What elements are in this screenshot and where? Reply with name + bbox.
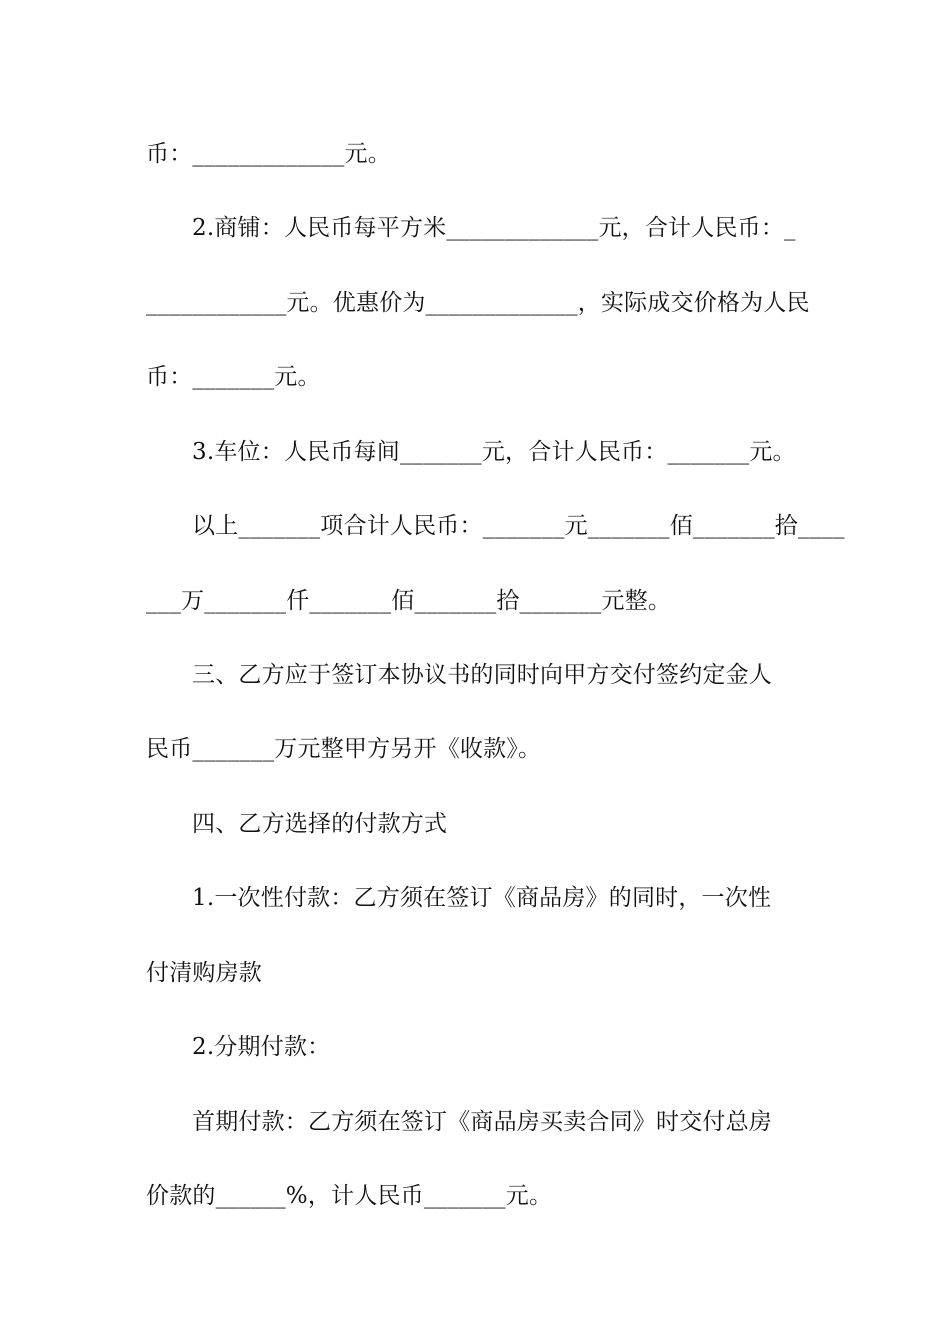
document-text-line: 币：_______元。	[146, 364, 321, 390]
document-text-line: 三、乙方应于签订本协议书的同时向甲方交付签约定金人	[192, 662, 772, 688]
document-text-line: 民币_______万元整甲方另开《收款》。	[146, 736, 542, 762]
document-text-line: 四、乙方选择的付款方式	[192, 811, 448, 837]
document-text-line: 价款的______%，计人民币_______元。	[146, 1183, 553, 1209]
document-text-line: 币：_____________元。	[146, 141, 391, 167]
document-text-line: 3.车位：人民币每间_______元，合计人民币：_______元。	[192, 439, 796, 465]
document-text-line: 以上_______项合计人民币：_______元_______佰_______拾____	[192, 513, 845, 539]
document-text-line: ___万_______仟_______佰_______拾_______元整。	[146, 588, 672, 614]
document-text-line: 付清购房款	[146, 960, 262, 986]
document-text-line: 1.一次性付款：乙方须在签订《商品房》的同时，一次性	[192, 885, 772, 911]
document-text-line: ____________元。优惠价为_____________，实际成交价格为人民	[146, 290, 810, 316]
document-text-line: 2.商铺：人民币每平方米_____________元，合计人民币：_	[192, 215, 796, 241]
document-text-line: 首期付款：乙方须在签订《商品房买卖合同》时交付总房	[192, 1109, 772, 1135]
document-text-line: 2.分期付款：	[192, 1034, 331, 1060]
